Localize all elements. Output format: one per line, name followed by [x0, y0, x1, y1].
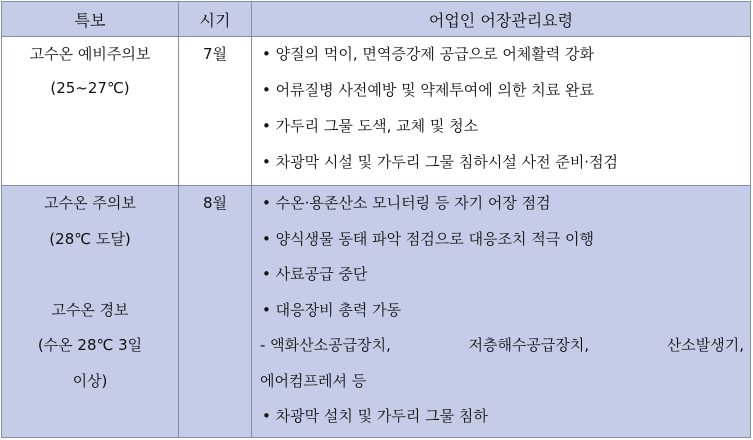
guideline-table	[1, 1, 751, 438]
alert-range: (28℃ 도달)	[49, 230, 131, 248]
alert-cell	[2, 37, 178, 185]
guideline-item: • 가두리 그물 도색, 교체 및 청소	[262, 117, 479, 135]
header-alert: 특보	[74, 10, 106, 30]
period-text: 7월	[202, 45, 228, 63]
header-period: 시기	[178, 2, 251, 36]
alert-range: (수온 28℃ 3일	[37, 336, 143, 354]
table-row	[2, 186, 750, 437]
alert-text: 고수온 경보	[51, 301, 129, 319]
guideline-cell	[251, 186, 750, 437]
header-guidelines: 어업인 어장관리요령	[251, 2, 750, 36]
alert-text: 고수온 예비주의보	[29, 45, 151, 63]
equipment-item: 에어컴프레셔 등	[260, 372, 367, 390]
guideline-item: • 사료공급 중단	[262, 265, 368, 283]
equipment-item: - 액화산소공급장치,	[260, 336, 391, 354]
guideline-item: • 차광막 설치 및 가두리 그물 침하	[262, 407, 488, 425]
alert-text: 고수온 주의보	[44, 194, 136, 212]
guideline-item: • 수온·용존산소 모니터링 등 자기 어장 점검	[262, 194, 551, 212]
table-header-row	[2, 2, 750, 37]
guideline-item: • 대응장비 총력 가동	[262, 301, 402, 319]
guideline-item: • 어류질병 사전예방 및 약제투여에 의한 치료 완료	[262, 81, 595, 99]
period-cell	[178, 186, 251, 437]
guideline-cell	[251, 37, 750, 185]
guideline-item: • 차광막 시설 및 가두리 그물 침하시설 사전 준비·점검	[262, 153, 619, 171]
equipment-list	[260, 334, 744, 355]
alert-range-cont: 이상)	[72, 372, 108, 390]
equipment-item: 저층해수공급장치,	[468, 336, 590, 354]
equipment-item: 산소발생기,	[666, 336, 744, 354]
alert-range: (25~27℃)	[50, 79, 130, 97]
table-row	[2, 37, 750, 186]
period-text: 8월	[202, 194, 228, 212]
guideline-item: • 양식생물 동태 파악 점검으로 대응조치 적극 이행	[262, 230, 595, 248]
alert-cell	[2, 186, 178, 437]
guideline-item: • 양질의 먹이, 면역증강제 공급으로 어체활력 강화	[262, 45, 595, 63]
period-cell	[178, 37, 251, 185]
